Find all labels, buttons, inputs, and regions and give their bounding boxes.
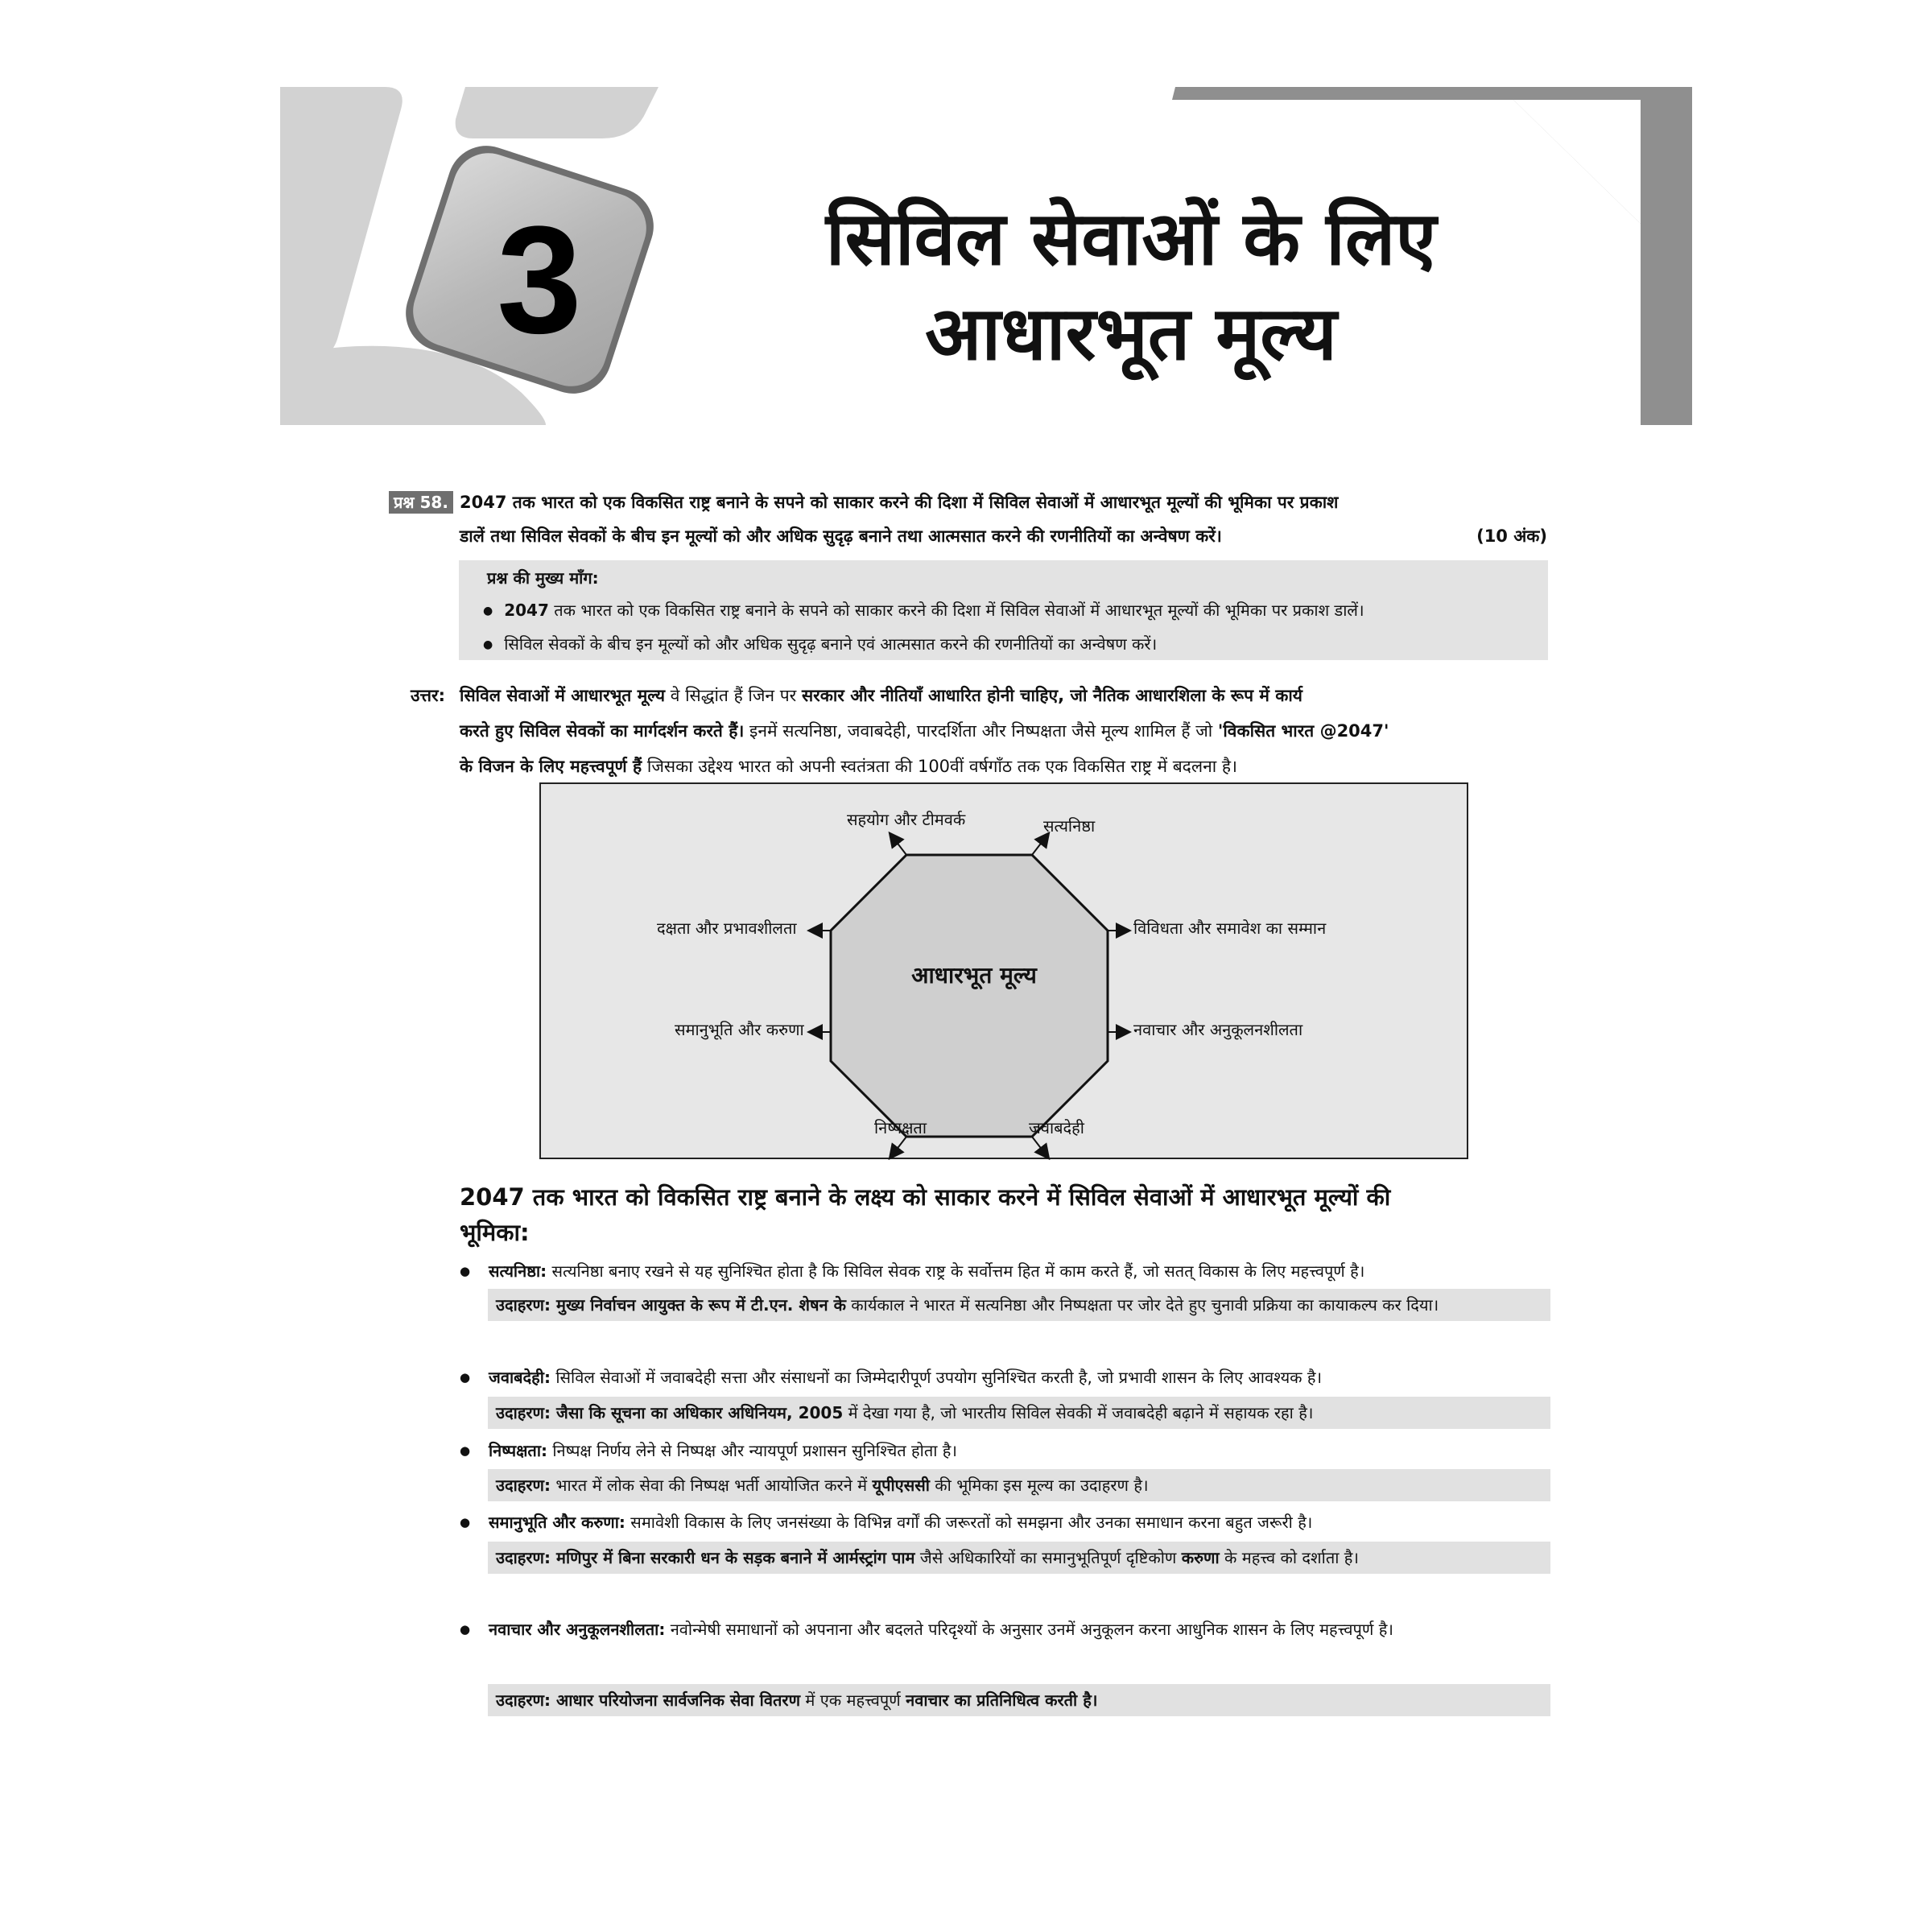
example-box	[488, 1397, 1550, 1429]
example-text: कार्यकाल ने भारत में सत्यनिष्ठा और निष्पक्षता पर जोर देते हुए चुनावी प्रक्रिया का कायाकल्प कर दिया।	[845, 1295, 1439, 1315]
example-bold: यूपीएससी	[872, 1476, 930, 1495]
example-text: में देखा गया है, जो भारतीय सिविल सेवकी में जवाबदेही बढ़ाने में सहायक रहा है।	[843, 1403, 1314, 1422]
example-bold: आधार परियोजना सार्वजनिक सेवा वितरण	[551, 1690, 801, 1710]
answer-line2	[460, 713, 1550, 749]
diagram-label-accountability: जवाबदेही	[1029, 1118, 1084, 1137]
diagram-label-efficiency: दक्षता और प्रभावशीलता	[657, 919, 797, 938]
answer-bold: सिविल सेवाओं में आधारभूत मूल्य	[460, 686, 666, 705]
chapter-title	[692, 192, 1570, 382]
example-text: के महत्त्व को दर्शाता है।	[1219, 1548, 1359, 1567]
diagram-label-empathy: समानुभूति और करुणा	[675, 1020, 804, 1039]
point-term: निष्पक्षता:	[489, 1441, 547, 1460]
example-label: उदाहरण:	[496, 1548, 551, 1567]
example-box	[488, 1542, 1550, 1574]
example-label: उदाहरण:	[496, 1476, 551, 1495]
answer-bold: 'विकसित भारत @2047'	[1217, 721, 1389, 741]
example-bold: मणिपुर में बिना सरकारी धन के सड़क बनाने में आर्मस्ट्रांग पाम	[551, 1548, 915, 1567]
point-term: सत्यनिष्ठा:	[489, 1261, 547, 1281]
list-item: ● निष्पक्षता: निष्पक्ष निर्णय लेने से निष्पक्ष और न्यायपूर्ण प्रशासन सुनिश्चित होता है।	[460, 1441, 957, 1460]
point-text: सिविल सेवाओं में जवाबदेही सत्ता और संसाधनों का जिम्मेदारीपूर्ण उपयोग सुनिश्चित करती है, जो प्रभावी शासन के लिए आवश्यक है।	[550, 1368, 1323, 1387]
example-box	[488, 1289, 1550, 1321]
point-term: समानुभूति और करुणा:	[489, 1513, 625, 1532]
example-text: की भूमिका इस मूल्य का उदाहरण है।	[929, 1476, 1149, 1495]
question-line1: 2047 तक भारत को एक विकसित राष्ट्र बनाने के सपने को साकार करने की दिशा में सिविल सेवाओं में आधारभूत मूल्यों की भूमिका पर प्रकाश	[460, 493, 1339, 512]
demand-item-2	[483, 630, 1157, 661]
example-box	[488, 1469, 1550, 1501]
main-demand-title: प्रश्न की मुख्य माँग:	[487, 568, 599, 588]
answer-line3	[460, 749, 1550, 784]
diagram-label-impartiality: निष्पक्षता	[874, 1118, 927, 1137]
example-bold: जैसा कि सूचना का अधिकार अधिनियम, 2005	[551, 1403, 844, 1422]
answer-line1	[460, 678, 1550, 713]
example-bold: मुख्य निर्वाचन आयुक्त के रूप में टी.एन. शेषन के	[551, 1295, 846, 1315]
list-item: ● समानुभूति और करुणा: समावेशी विकास के लिए जनसंख्या के विभिन्न वर्गों की जरूरतों को समझना और उनका समाधान करना बहुत जरूरी है।	[460, 1513, 1313, 1532]
chapter-title-line1: सिविल सेवाओं के लिए	[825, 196, 1437, 282]
diagram-label-integrity: सत्यनिष्ठा	[1043, 816, 1096, 836]
example-bold: करुणा	[1181, 1548, 1220, 1567]
diagram-center-label: आधारभूत मूल्य	[911, 962, 1037, 989]
diagram-label-cooperation: सहयोग और टीमवर्क	[847, 810, 966, 829]
demand-item-1-text: तक भारत को एक विकसित राष्ट्र बनाने के सपने को साकार करने की दिशा में सिविल सेवाओं में आधारभूत मूल्यों की भूमिका पर प्रकाश डालें।	[548, 601, 1364, 620]
demand-item-2-text: सिविल सेवकों के बीच इन मूल्यों को और अधिक सुदृढ़ बनाने एवं आत्मसात करने की रणनीतियों का अन्वेषण करें।	[504, 634, 1158, 654]
answer-label: उत्तर:	[411, 686, 446, 705]
point-text: निष्पक्ष निर्णय लेने से निष्पक्ष और न्यायपूर्ण प्रशासन सुनिश्चित होता है।	[547, 1441, 957, 1460]
answer-bold: के विजन के लिए महत्त्वपूर्ण हैं	[460, 757, 642, 776]
chapter-title-line2: आधारभूत मूल्य	[925, 291, 1337, 377]
list-item: ● सत्यनिष्ठा: सत्यनिष्ठा बनाए रखने से यह सुनिश्चित होता है कि सिविल सेवक राष्ट्र के सर्वोत्तम हित में काम करते हैं, जो सतत् विकास के लिए महत्त्वपूर्ण है।	[460, 1261, 1365, 1281]
list-item: ● नवाचार और अनुकूलनशीलता: नवोन्मेषी समाधानों को अपनाना और बदलते परिदृश्यों के अनुसार उनमें अनुकूलन करना आधुनिक शासन के लिए महत्त्वपूर्ण है।	[460, 1620, 1393, 1639]
question-tag: प्रश्न 58.	[389, 491, 453, 514]
example-text: भारत में लोक सेवा की निष्पक्ष भर्ती आयोजित करने में	[551, 1476, 873, 1495]
point-term: जवाबदेही:	[489, 1368, 551, 1387]
section-heading	[460, 1179, 1550, 1250]
answer-text: वे सिद्धांत हैं जिन पर	[665, 686, 802, 705]
point-text: नवोन्मेषी समाधानों को अपनाना और बदलते परिदृश्यों के अनुसार उनमें अनुकूलन करना आधुनिक शासन के लिए महत्त्वपूर्ण है।	[665, 1620, 1393, 1639]
question-marks: (10 अंक)	[1476, 526, 1547, 546]
section-heading-line1: 2047 तक भारत को विकसित राष्ट्र बनाने के लक्ष्य को साकार करने में सिविल सेवाओं में आधारभूत मूल्यों की	[460, 1183, 1391, 1211]
diagram-label-diversity: विविधता और समावेश का सम्मान	[1133, 919, 1327, 938]
point-text: समावेशी विकास के लिए जनसंख्या के विभिन्न वर्गों की जरूरतों को समझना और उनका समाधान करना बहुत जरूरी है।	[625, 1513, 1313, 1532]
demand-item-1	[483, 596, 1364, 627]
chapter-number: 3	[497, 195, 582, 365]
diagram-label-innovation: नवाचार और अनुकूलनशीलता	[1133, 1020, 1303, 1039]
answer-bold: सरकार और नीतियाँ आधारित होनी चाहिए, जो नैतिक आधारशिला के रूप में कार्य	[801, 686, 1302, 705]
list-item: ● जवाबदेही: सिविल सेवाओं में जवाबदेही सत्ता और संसाधनों का जिम्मेदारीपूर्ण उपयोग सुनिश्चित करती है, जो प्रभावी शासन के लिए आवश्यक है।	[460, 1368, 1323, 1387]
answer-text: जिसका उद्देश्य भारत को अपनी स्वतंत्रता की 100वीं वर्षगाँठ तक एक विकसित राष्ट्र में बदलना है।	[642, 757, 1237, 776]
point-term: नवाचार और अनुकूलनशीलता:	[489, 1620, 666, 1639]
section-heading-line2: भूमिका:	[460, 1219, 530, 1246]
example-label: उदाहरण:	[496, 1690, 551, 1710]
octagon-shape	[831, 855, 1108, 1137]
example-text: जैसे अधिकारियों का समानुभूतिपूर्ण दृष्टिकोण	[914, 1548, 1182, 1567]
question-line2: डालें तथा सिविल सेवकों के बीच इन मूल्यों को और अधिक सुदृढ़ बनाने तथा आत्मसात करने की रणनीतियों का अन्वेषण करें।	[460, 526, 1222, 546]
example-text: में एक महत्त्वपूर्ण	[800, 1690, 906, 1710]
example-label: उदाहरण:	[496, 1295, 551, 1315]
example-label: उदाहरण:	[496, 1403, 551, 1422]
answer-text: इनमें सत्यनिष्ठा, जवाबदेही, पारदर्शिता और निष्पक्षता जैसे मूल्य शामिल हैं जो	[744, 721, 1218, 741]
answer-bold: करते हुए सिविल सेवकों का मार्गदर्शन करते हैं।	[460, 721, 745, 741]
example-bold: नवाचार का प्रतिनिधित्व करती है।	[906, 1690, 1098, 1710]
example-box	[488, 1684, 1550, 1716]
point-text: सत्यनिष्ठा बनाए रखने से यह सुनिश्चित होता है कि सिविल सेवक राष्ट्र के सर्वोत्तम हित में काम करते हैं, जो सतत् विकास के लिए महत्त्वपूर्ण है।	[547, 1261, 1365, 1281]
demand-item-1-bold: 2047	[504, 601, 549, 620]
